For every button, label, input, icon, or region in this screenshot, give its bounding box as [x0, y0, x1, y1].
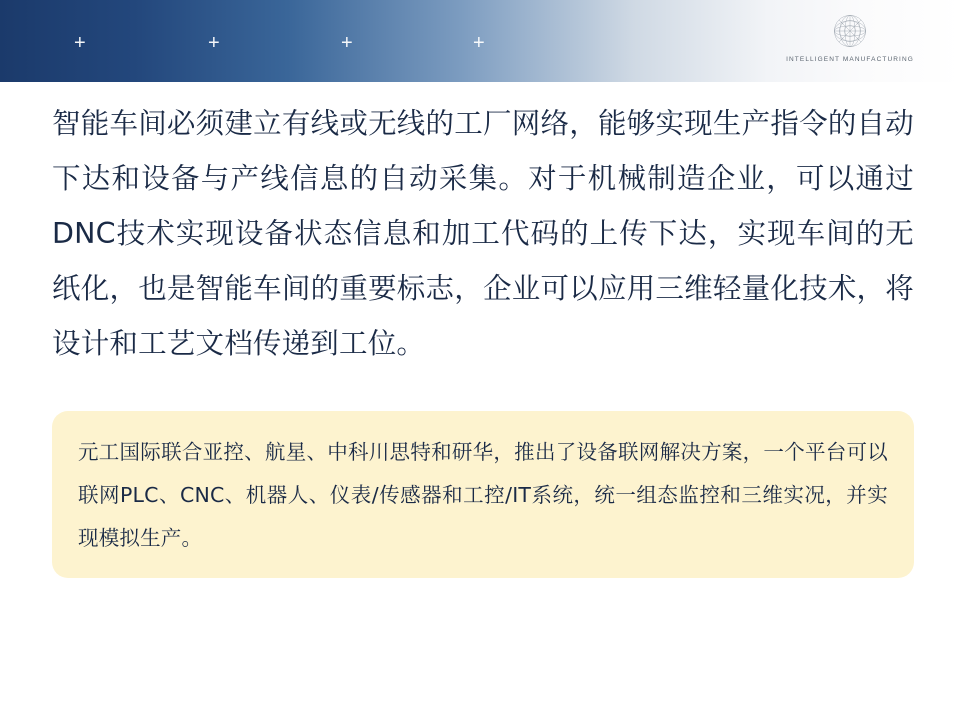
body-paragraph: 智能车间必须建立有线或无线的工厂网络，能够实现生产指令的自动下达和设备与产线信息的自动采集。对于机械制造企业，可以通过DNC技术实现设备状态信息和加工代码的上传下达，实现车间的无纸化，也是智能车间的重要标志，企业可以应用三维轻量化技术，将设计和工艺文档传递到工位。	[52, 107, 914, 360]
plus-icon: +	[74, 32, 86, 54]
plus-icon: +	[473, 32, 485, 54]
brand-logo	[785, 8, 915, 76]
slide-header-band	[0, 0, 960, 82]
brand-logo-caption: INTELLIGENT MANUFACTURING	[786, 56, 914, 63]
callout-box	[52, 411, 914, 578]
plus-icon: +	[208, 32, 220, 54]
callout-text: 元工国际联合亚控、航星、中科川思特和研华，推出了设备联网解决方案，一个平台可以联网PLC、CNC、机器人、仪表/传感器和工控/IT系统，统一组态监控和三维实况，并实现模拟生产。	[78, 440, 888, 550]
plus-icon: +	[341, 32, 353, 54]
globe-sphere-logo-icon	[827, 8, 873, 54]
